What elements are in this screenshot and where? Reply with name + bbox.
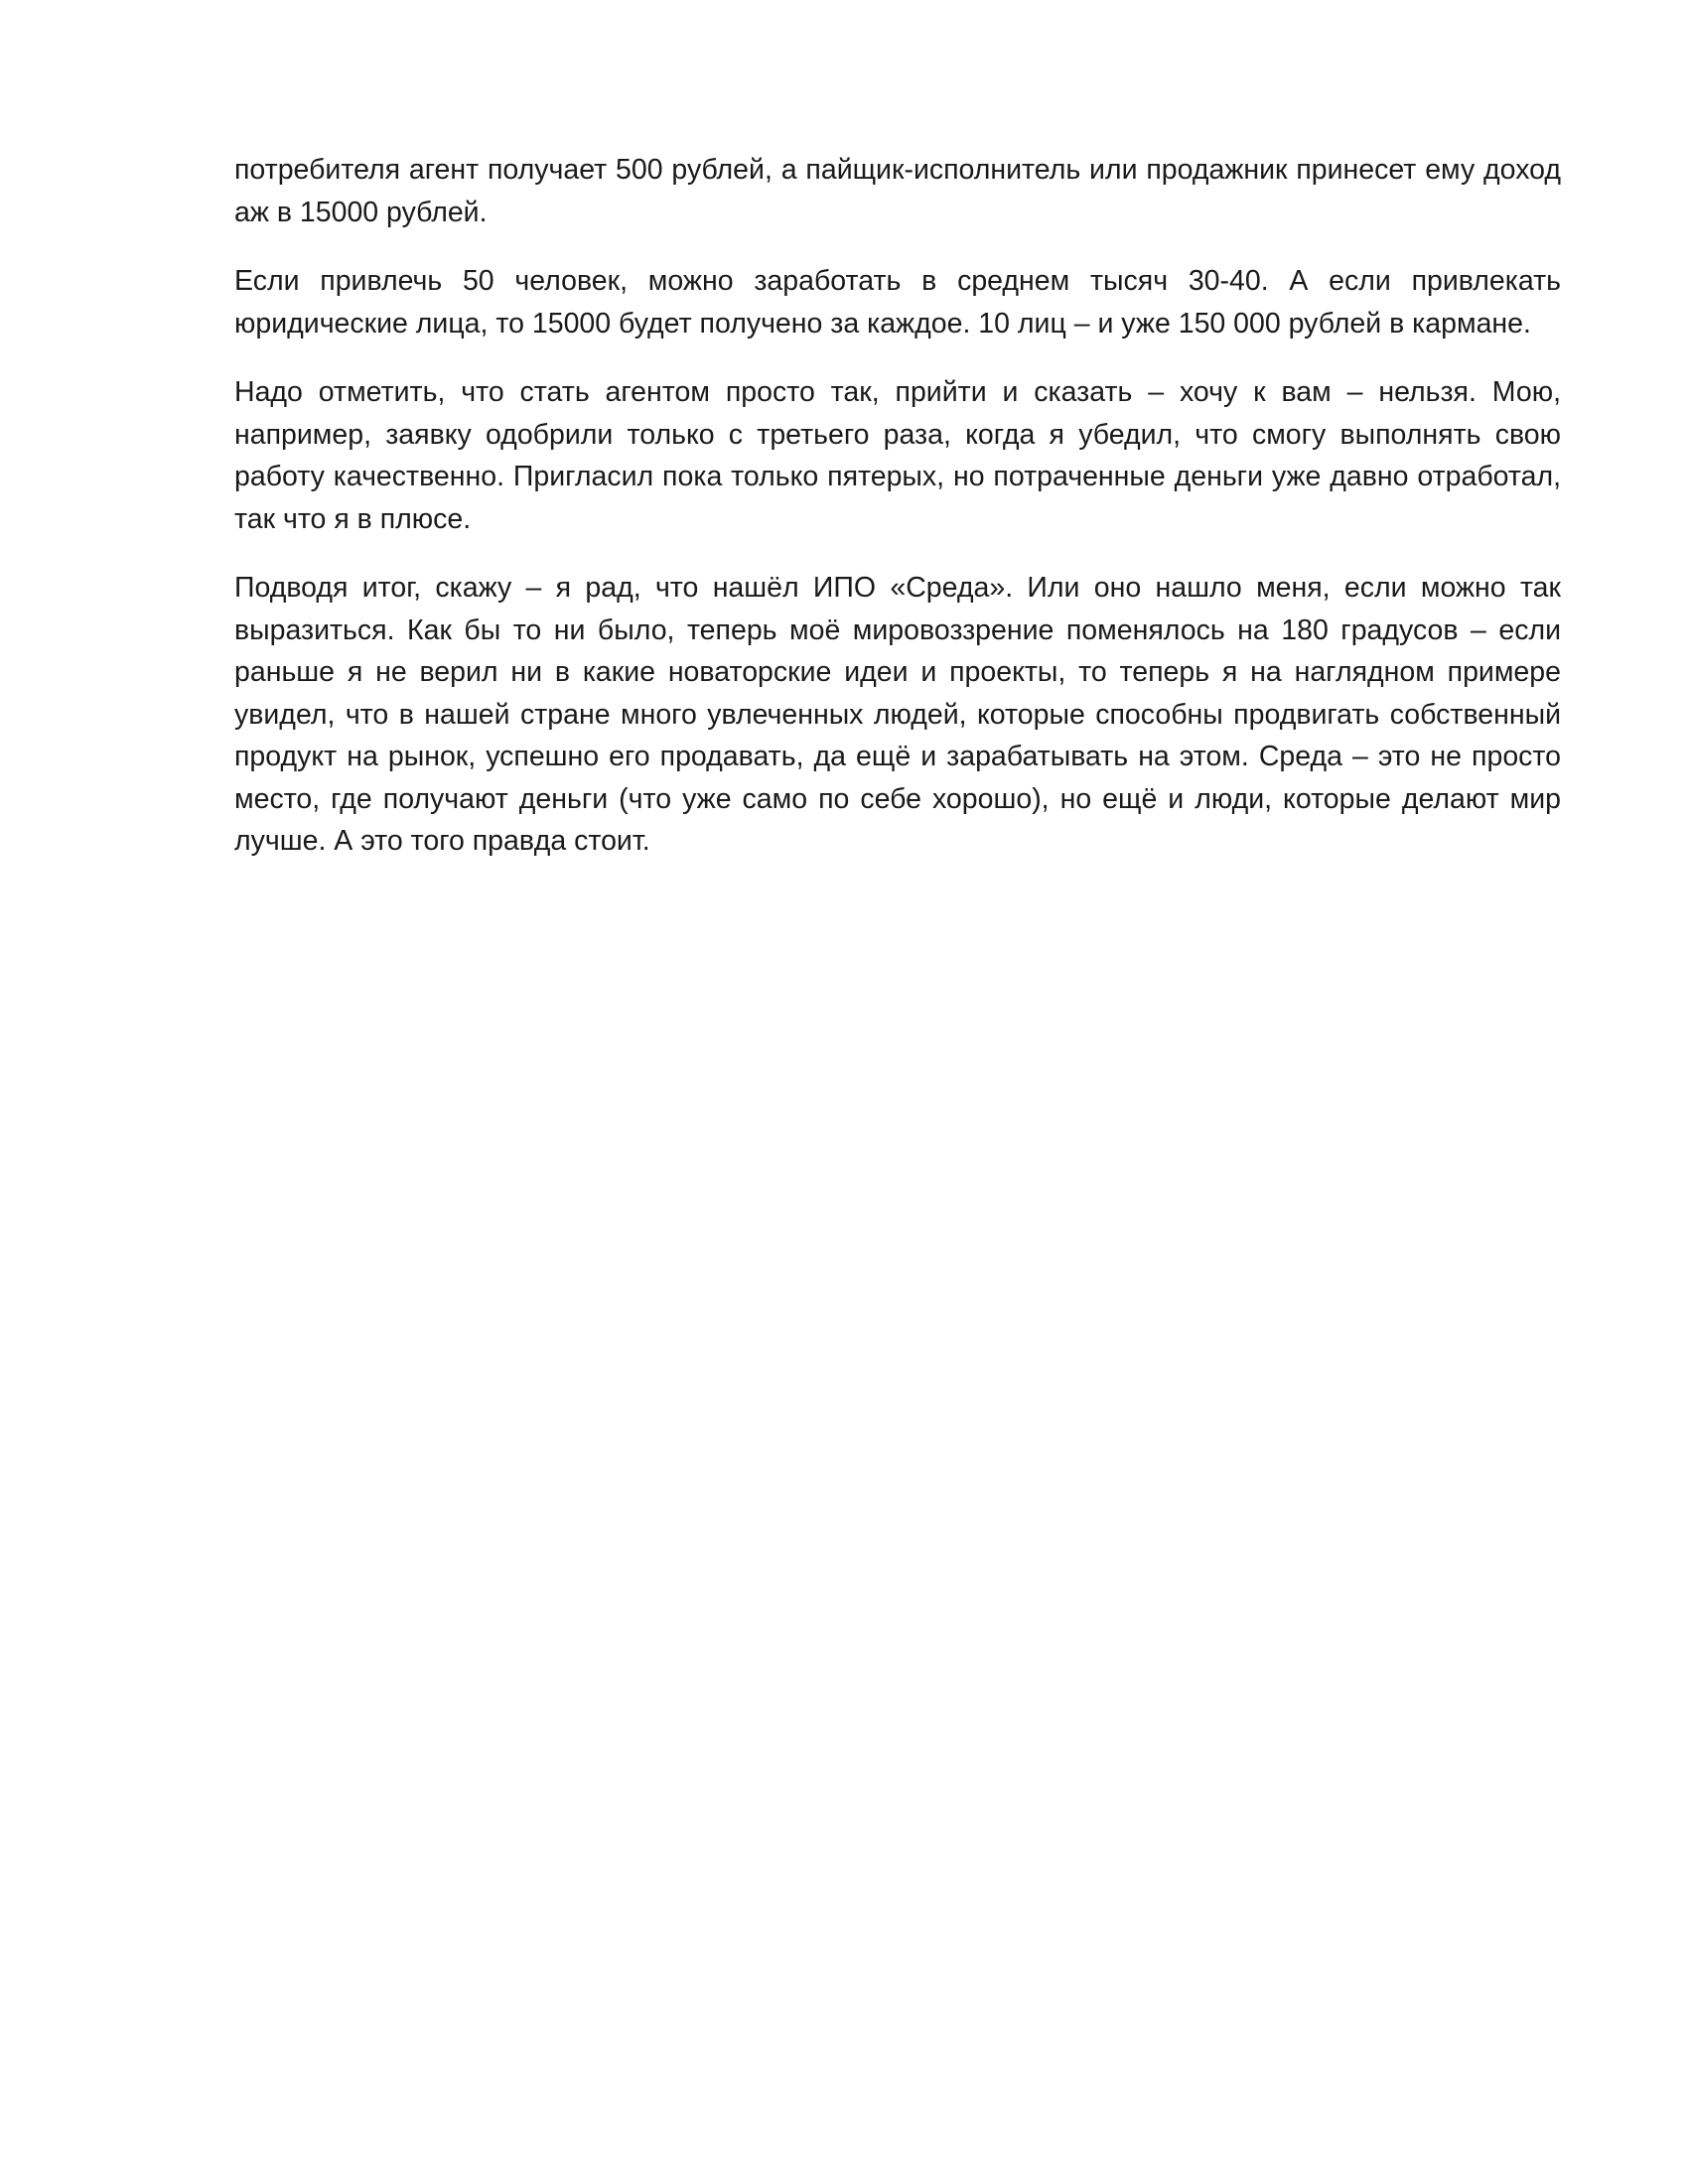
paragraph-agent-income: потребителя агент получает 500 рублей, а пайщик-исполнитель или продажник принесет ему доход аж в 15000 рублей. (234, 154, 1561, 228)
paragraph-conclusion: Подводя итог, скажу – я рад, что нашёл ИПО «Среда». Или оно нашло меня, если можно так выразиться. Как бы то ни было, теперь моё мировоззрение поменялось на 180 градусов – если раньше я не верил ни в какие новаторские идеи и проекты, то теперь я на наглядном примере увидел, что в нашей стране много увлеченных людей, которые способны продвигать собственный продукт на рынок, успешно его продавать, да ещё и зарабатывать на этом. Среда – это не просто место, где получают деньги (что уже само по себе хорошо), но ещё и люди, которые делают мир лучше. А это того правда стоит. (234, 572, 1561, 857)
document-body (234, 149, 1561, 889)
paragraph-becoming-agent: Надо отметить, что стать агентом просто так, прийти и сказать – хочу к вам – нельзя. Мою, например, заявку одобрили только с третьего раза, когда я убедил, что смогу выполнять свою работу качественно. Пригласил пока только пятерых, но потраченные деньги уже давно отработал, так что я в плюсе. (234, 376, 1561, 535)
paragraph-earnings-example: Если привлечь 50 человек, можно заработать в среднем тысяч 30-40. А если привлекать юридические лица, то 15000 будет получено за каждое. 10 лиц – и уже 150 000 рублей в кармане. (234, 265, 1561, 340)
